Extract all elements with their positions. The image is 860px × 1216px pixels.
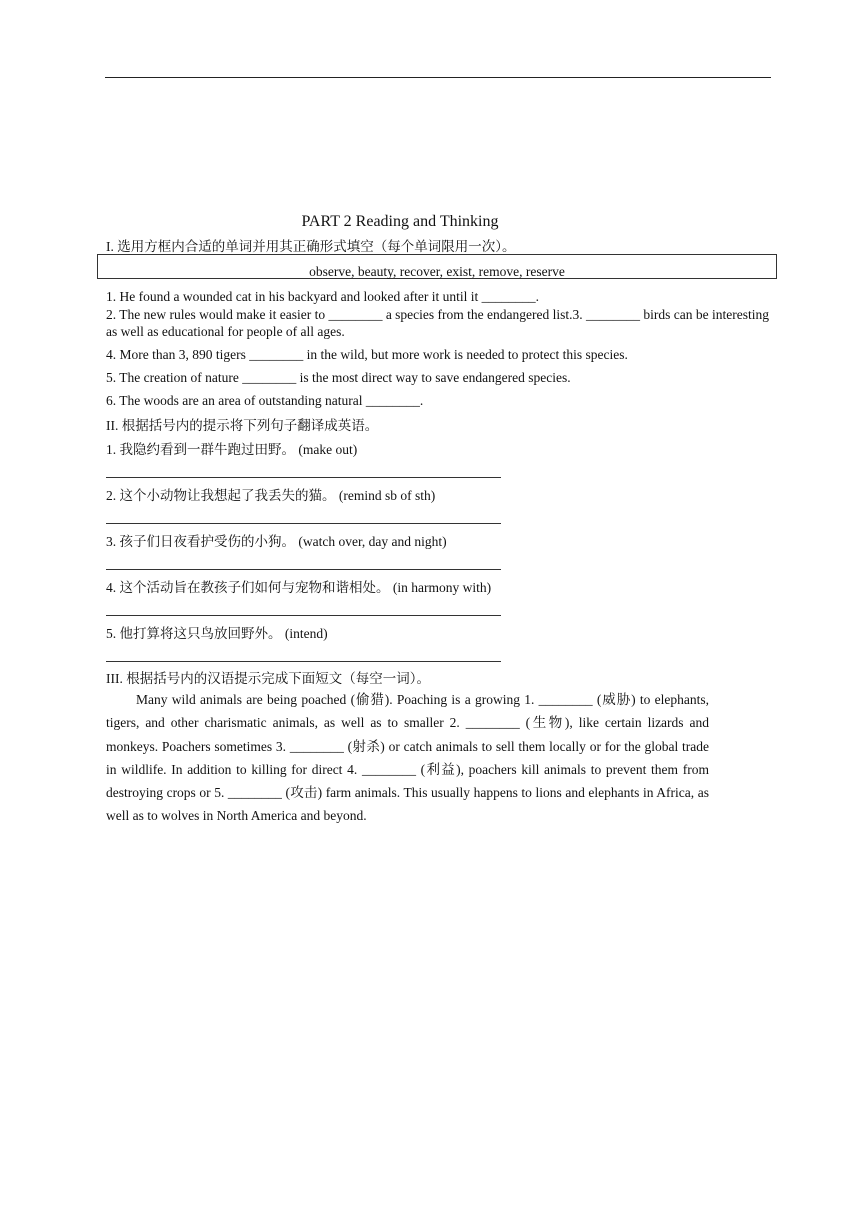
section-2-heading: II. 根据括号内的提示将下列句子翻译成英语。 — [106, 418, 379, 433]
question-1: 1. He found a wounded cat in his backyard and looked after it until it ________. — [106, 289, 540, 304]
answer-line-5 — [106, 661, 501, 662]
translation-item-4: 4. 这个活动旨在教孩子们如何与宠物和谐相处。 (in harmony with) — [106, 580, 492, 595]
section-1-heading: I. 选用方框内合适的单词并用其正确形式填空（每个单词限用一次）。 — [106, 239, 516, 254]
question-4: 4. More than 3, 890 tigers ________ in the wild, but more work is needed to protect this species. — [106, 347, 628, 362]
translation-item-2: 2. 这个小动物让我想起了我丢失的猫。 (remind sb of sth) — [106, 488, 436, 503]
question-5: 5. The creation of nature ________ is the most direct way to save endangered species. — [106, 370, 571, 385]
section-3-heading: III. 根据括号内的汉语提示完成下面短文（每空一词）。 — [106, 671, 430, 686]
question-2-3: 2. The new rules would make it easier to ________ a species from the endangered list.3. ________ birds can be interesting as well as educational for people of all ages. — [106, 307, 769, 339]
translation-item-1: 1. 我隐约看到一群牛跑过田野。 (make out) — [106, 442, 358, 457]
word-box: observe, beauty, recover, exist, remove, reserve — [97, 254, 777, 279]
answer-line-4 — [106, 615, 501, 616]
passage-text: Many wild animals are being poached (偷猎). Poaching is a growing 1. ________ (威胁) to elephants, tigers, and other charismatic animals, as well as to smaller 2. ________ (生物), like certain lizards and monkeys. Poachers sometimes 3. ________ (射杀) or catch animals to sell them locally or for the global trade in wildlife. In addition to killing for direct 4. ________ (利益), poachers kill animals to prevent them from destroying crops or 5. ________ (攻击) farm animals. This usually happens to lions and elephants in Africa, as well as to wolves in North America and beyond. — [106, 692, 709, 824]
translation-item-5: 5. 他打算将这只鸟放回野外。 (intend) — [106, 626, 328, 641]
answer-line-3 — [106, 569, 501, 570]
answer-line-2 — [106, 523, 501, 524]
answer-line-1 — [106, 477, 501, 478]
page-title: PART 2 Reading and Thinking — [301, 213, 499, 230]
question-6: 6. The woods are an area of outstanding natural ________. — [106, 393, 424, 408]
header-rule — [105, 77, 771, 78]
translation-item-3: 3. 孩子们日夜看护受伤的小狗。 (watch over, day and night) — [106, 534, 447, 549]
